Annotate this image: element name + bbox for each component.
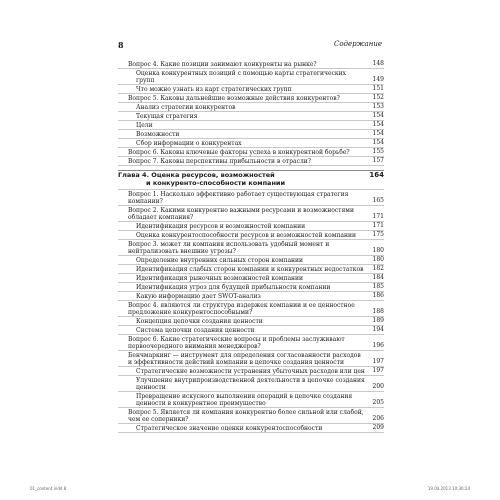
toc-entry-page: 155 (372, 148, 384, 155)
toc-entry-title: Идентификация угроз для будущей прибыльности компании (136, 283, 331, 291)
toc-entry (118, 392, 384, 408)
toc-entry (118, 231, 384, 240)
toc-entry (118, 130, 384, 139)
toc-entry-page: 154 (372, 130, 384, 137)
toc-entry-title: Система цепочки создания ценности (136, 326, 255, 334)
toc-entry (118, 317, 384, 326)
toc-entry-page: 152 (372, 94, 384, 101)
toc-entry-page: 154 (372, 121, 384, 128)
toc-entry-title: Превращение искусного выполнения операций в цепочке создания ценности в конкурентное преимущество (136, 392, 353, 407)
toc-entry (118, 256, 384, 265)
toc-entry (118, 222, 384, 231)
toc-entry-title: Вопрос 5. Является ли компания конкурентно более сильной или слабой, чем ее соперники? (128, 408, 364, 423)
toc-entry (118, 121, 384, 130)
toc-entry-title: Вопрос 1. Насколько эффективно работает существующая стратегия компании? (128, 190, 349, 205)
toc-entry-page: 175 (372, 231, 384, 238)
chapter-title-line1: Глава 4. Оценка ресурсов, возможностей (118, 171, 275, 179)
toc-entry-title: Вопрос 3. может ли компания использовать удобный момент и нейтрализовать внешние угрозы? (128, 240, 330, 255)
toc-entry (118, 157, 384, 166)
toc-list (118, 60, 384, 166)
toc-entry-page: 194 (372, 326, 384, 333)
toc-entry (118, 326, 384, 335)
running-head: Содержание (333, 40, 382, 48)
toc-entry-title: Оценка конкурентных позиций с помощью карты стратегических групп (136, 69, 347, 84)
footer-timestamp: 19.04.2013 10:30:24 (427, 486, 470, 491)
toc-entry-page: 180 (372, 256, 384, 263)
toc-entry (118, 367, 384, 376)
toc-entry-page: 149 (372, 76, 384, 83)
toc-entry (118, 112, 384, 121)
toc-list (118, 190, 384, 433)
toc-entry-title: Какую информацию дает SWOT-анализ (136, 292, 261, 300)
toc-entry-title: Идентификация рыночных возможностей компании (136, 274, 304, 282)
toc-entry (118, 274, 384, 283)
toc-entry-page: 188 (372, 308, 384, 315)
toc-entry-title: Вопрос 6. Каковы ключевые факторы успеха в конкурентной борьбе? (128, 148, 350, 156)
toc-entry (118, 335, 384, 351)
toc-entry-page: 209 (372, 424, 384, 431)
toc-entry-title: Вопрос 4. Какие позиции занимают конкуренты на рынке? (128, 60, 317, 68)
toc-entry-title: Концепция цепочки создания ценности (136, 317, 263, 325)
toc-entry-page: 180 (372, 247, 384, 254)
toc-entry-page: 151 (372, 85, 384, 92)
toc-entry (118, 94, 384, 103)
toc-entry-title: Цели (136, 121, 153, 129)
toc-entry-page: 165 (372, 197, 384, 204)
toc-entry-page: 154 (372, 139, 384, 146)
toc-entry-page: 197 (372, 367, 384, 374)
toc-entry-page: 184 (372, 274, 384, 281)
toc-entry-page: 182 (372, 265, 384, 272)
toc-entry-title: Сбор информации о конкурентах (136, 139, 242, 147)
toc-entry-page: 171 (372, 213, 384, 220)
toc-entry (118, 424, 384, 433)
toc-entry-page: 206 (372, 415, 384, 422)
toc-entry-page: 171 (372, 222, 384, 229)
toc-entry (118, 206, 384, 222)
toc-entry (118, 85, 384, 94)
toc-entry-title: Что можно узнать из карт стратегических групп (136, 85, 292, 93)
toc-entry-page: 197 (372, 358, 384, 365)
toc-entry-page: 185 (372, 283, 384, 290)
toc-entry (118, 283, 384, 292)
toc-entry (118, 351, 384, 367)
footer-file: 01_content.indd 8 (30, 486, 67, 491)
toc-entry-page: 200 (372, 383, 384, 390)
toc-entry (118, 376, 384, 392)
toc-entry-title: Бенчмаркинг — инструмент для определения согласованности расходов и эффективности действий компании в цепочке создания ценности (128, 351, 361, 366)
toc-entry-title: Вопрос 5. Каковы дальнейшие возможные действия конкурентов? (128, 94, 340, 102)
toc-entry-title: Анализ стратегии конкурентов (136, 103, 236, 111)
toc-entry-title: Возможности (136, 130, 180, 138)
toc-entry-page: 205 (372, 399, 384, 406)
toc-entry-title: Вопрос 2. Какими конкурентно важными ресурсами и возможностями обладает компания? (128, 206, 354, 221)
chapter-title-line2: и конкуренто-способности компании (146, 179, 286, 187)
toc-entry (118, 69, 384, 85)
toc-entry (118, 148, 384, 157)
toc-entry (118, 301, 384, 317)
toc-entry (118, 408, 384, 424)
toc-entry-page: 153 (372, 103, 384, 110)
toc-entry-title: Вопрос 6. Какие стратегические вопросы и проблемы заслуживают первоочередного внимания менеджеров? (128, 335, 345, 350)
print-footer (30, 486, 470, 491)
table-of-contents (118, 60, 384, 433)
toc-entry-title: Улучшение внутрипроизводственной деятельности в цепочке создания ценности (136, 376, 365, 391)
toc-entry (118, 190, 384, 206)
toc-entry (118, 292, 384, 301)
toc-entry-page: 196 (372, 342, 384, 349)
chapter-heading (118, 170, 384, 190)
toc-entry-title: Определение внутренних сильных сторон компании (136, 256, 304, 264)
toc-entry-title: Стратегические возможности устранения убыточных расходов или цен (136, 367, 365, 375)
toc-entry (118, 240, 384, 256)
toc-entry-page: 189 (372, 317, 384, 324)
toc-entry (118, 265, 384, 274)
chapter-page: 164 (369, 171, 384, 179)
toc-entry-title: Оценка конкурентоспособности ресурсов и возможностей компании (136, 231, 356, 239)
toc-entry-page: 157 (372, 157, 384, 164)
toc-entry-title: Вопрос 7. Каковы перспективы прибыльности в отрасли? (128, 157, 311, 165)
toc-entry-title: Текущая стратегия (136, 112, 198, 120)
toc-entry-title: Идентификация слабых сторон компании и конкурентных недостатков (136, 265, 364, 273)
toc-entry-title: Идентификация ресурсов и возможностей компании (136, 222, 306, 230)
toc-entry-page: 154 (372, 112, 384, 119)
toc-entry-page: 148 (372, 60, 384, 67)
toc-entry (118, 60, 384, 69)
page-number: 8 (118, 40, 124, 50)
toc-entry (118, 139, 384, 148)
toc-entry-title: Стратегическое значение оценки конкурентоспособности (136, 424, 323, 432)
toc-entry-page: 186 (372, 292, 384, 299)
toc-entry (118, 103, 384, 112)
toc-entry-title: Вопрос 4. являются ли структура издержек компании и ее ценностное предложение конкурентоспособными? (128, 301, 355, 316)
